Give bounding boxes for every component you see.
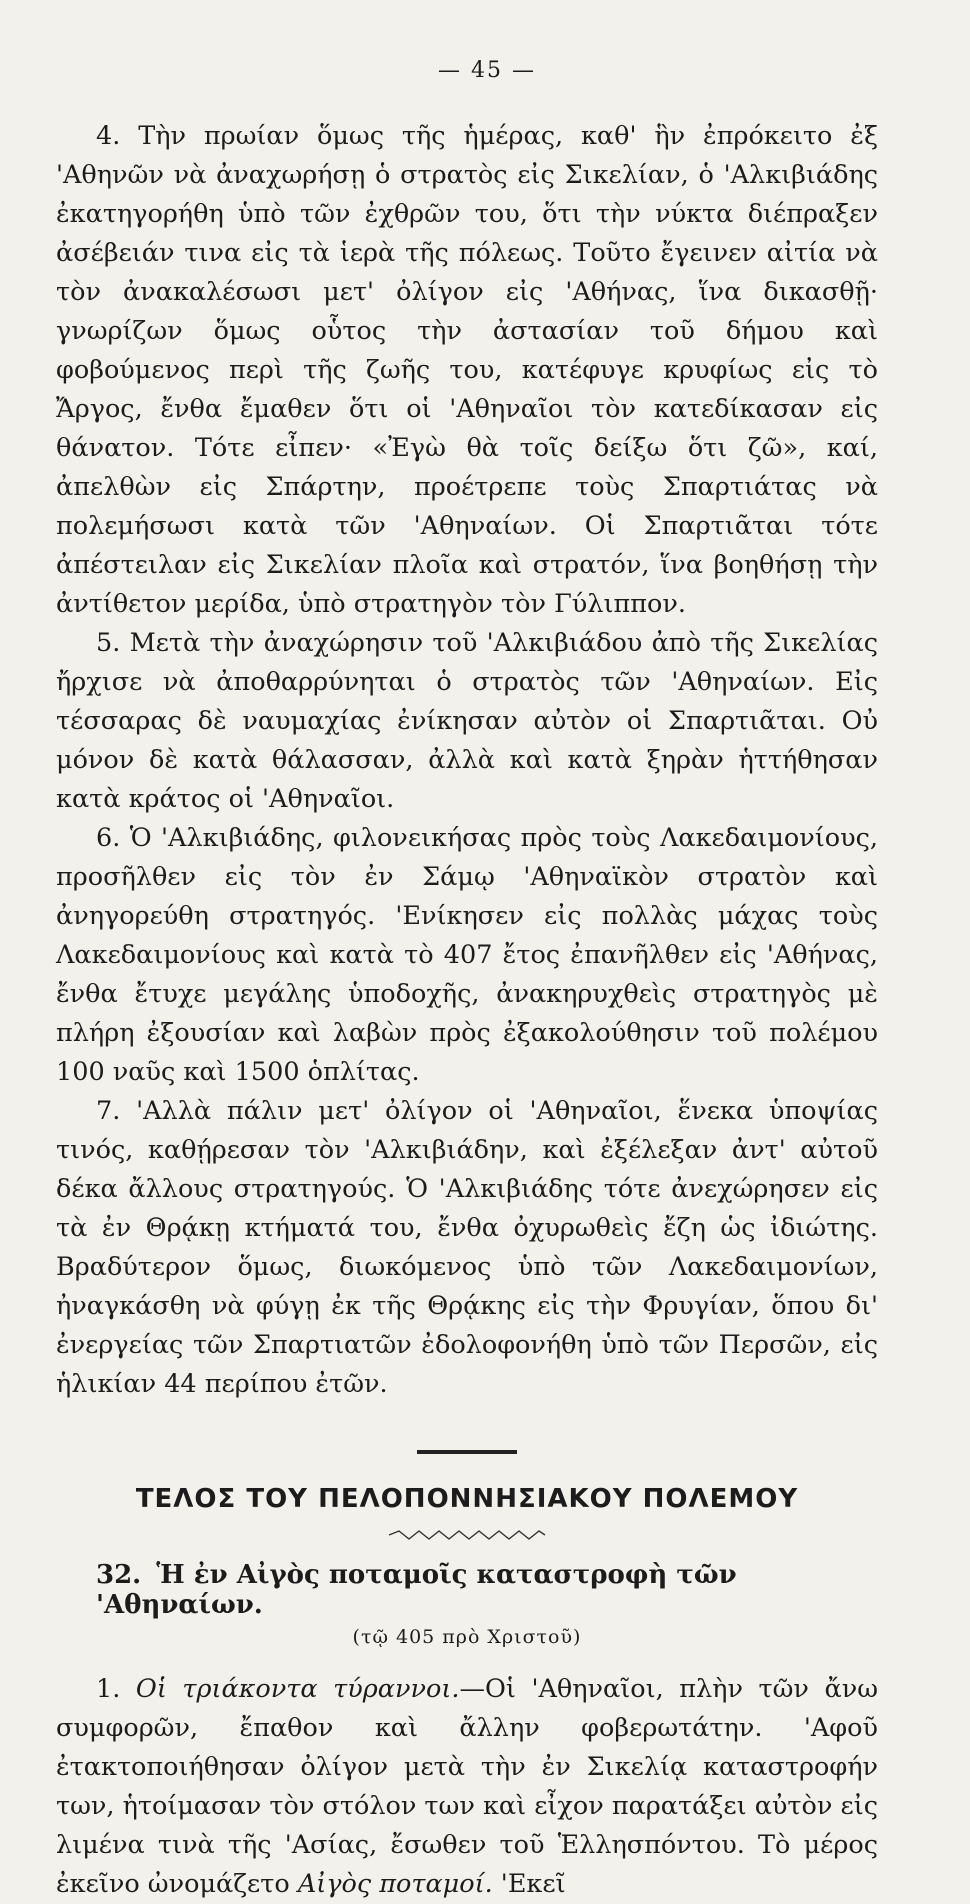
chapter-title: Ἡ ἐν Αἰγὸς ποταμοῖς καταστροφὴ τῶν 'Αθηναίων. <box>96 1560 737 1620</box>
page-number: — 45 — <box>438 58 536 83</box>
paragraph-italic-heading: Οἱ τριάκοντα τύραννοι. <box>135 1674 460 1704</box>
section-divider-rule <box>417 1450 517 1454</box>
paragraph-chapter-1 <box>56 1670 878 1904</box>
paragraph-body: —Οἱ 'Αθηναῖοι, πλὴν τῶν ἄνω συμφορῶν, ἔπαθον καὶ ἄλλην φοβερωτάτην. 'Αφοῦ ἐτακτοποιήθησαν ὀλίγον μετὰ τὴν ἐν Σικελίᾳ καταστροφήν των, ἡτοίμασαν τὸν στόλον των καὶ εἶχον παρατάξει αὐτὸν εἰς λιμένα τινὰ τῆς 'Ασίας, ἔσωθεν τοῦ Ἑλλησπόντου. Τὸ μέρος ἐκεῖνο ὠνομάζετο <box>56 1674 878 1899</box>
paragraph-7: 7. 'Αλλὰ πάλιν μετ' ὀλίγον οἱ 'Αθηναῖοι, ἕνεκα ὑποψίας τινός, καθῄρεσαν τὸν 'Αλκιβιάδην, καὶ ἐξέλεξαν ἀντ' αὐτοῦ δέκα ἄλλους στρατηγούς. Ὁ 'Αλκιβιάδης τότε ἀνεχώρησεν εἰς τὰ ἐν Θρᾴκῃ κτήματά του, ἔνθα ὀχυρωθεὶς ἔζη ὡς ἰδιώτης. Βραδύτερον ὅμως, διωκόμενος ὑπὸ τῶν Λακεδαιμονίων, ἠναγκάσθη νὰ φύγῃ ἐκ τῆς Θρᾴκης εἰς τὴν Φρυγίαν, ὅπου δι' ἐνεργείας τῶν Σπαρτιατῶν ἐδολοφονήθη ὑπὸ τῶν Περσῶν, εἰς ἡλικίαν 44 περίπου ἐτῶν. <box>56 1096 878 1399</box>
place-name: Αἰγὸς ποταμοί. <box>297 1869 493 1899</box>
chapter-date: (τῷ 405 πρὸ Χριστοῦ) <box>352 1626 582 1648</box>
chapter-heading <box>96 1560 878 1620</box>
paragraph-5: 5. Μετὰ τὴν ἀναχώρησιν τοῦ 'Αλκιβιάδου ἀπὸ τῆς Σικελίας ἤρχισε νὰ ἀποθαρρύνηται ὁ στρατὸς τῶν 'Αθηναίων. Εἰς τέσσαρας δὲ ναυμαχίας ἐνίκησαν αὐτὸν οἱ Σπαρτιᾶται. Οὐ μόνον δὲ κατὰ θάλασσαν, ἀλλὰ καὶ κατὰ ξηρὰν ἡττήθησαν κατὰ κράτος οἱ 'Αθηναῖοι. <box>56 628 878 814</box>
paragraph-tail: 'Εκεῖ <box>492 1869 566 1899</box>
book-page <box>56 58 878 1899</box>
paragraph-6: 6. Ὁ 'Αλκιβιάδης, φιλονεικήσας πρὸς τοὺς Λακεδαιμονίους, προσῆλθεν εἰς τὸν ἐν Σάμῳ 'Αθηναϊκὸν στρατὸν καὶ ἀνηγορεύθη στρατηγός. 'Ενίκησεν εἰς πολλὰς μάχας τοὺς Λακεδαιμονίους καὶ κατὰ τὸ 407 ἔτος ἐπανῆλθεν εἰς 'Αθήνας, ἔνθα ἔτυχε μεγάλης ὑποδοχῆς, ἀνακηρυχθεὶς στρατηγὸς μὲ πλήρη ἐξουσίαν καὶ λαβὼν πρὸς ἐξακολούθησιν τοῦ πολέμου 100 ναῦς καὶ 1500 ὁπλίτας. <box>56 823 878 1087</box>
section-end-title: ΤΕΛΟΣ ΤΟΥ ΠΕΛΟΠΟΝΝΗΣΙΑΚΟΥ ΠΟΛΕΜΟΥ <box>135 1484 799 1514</box>
decorative-squiggle <box>387 1528 547 1542</box>
paragraph-4: 4. Τὴν πρωίαν ὅμως τῆς ἡμέρας, καθ' ἣν ἐπρόκειτο ἐξ 'Αθηνῶν νὰ ἀναχωρήσῃ ὁ στρατὸς εἰς Σικελίαν, ὁ 'Αλκιβιάδης ἐκατηγορήθη ὑπὸ τῶν ἐχθρῶν του, ὅτι τὴν νύκτα διέπραξεν ἀσέβειάν τινα εἰς τὰ ἱερὰ τῆς πόλεως. Τοῦτο ἔγεινεν αἰτία νὰ τὸν ἀνακαλέσωσι μετ' ὀλίγον εἰς 'Αθήνας, ἵνα δικασθῇ· γνωρίζων ὅμως οὗτος τὴν ἀστασίαν τοῦ δήμου καὶ φοβούμενος περὶ τῆς ζωῆς του, κατέφυγε κρυφίως εἰς τὸ Ἄργος, ἔνθα ἔμαθεν ὅτι οἱ 'Αθηναῖοι τὸν κατεδίκασαν εἰς θάνατον. Τότε εἶπεν· «Ἐγὼ θὰ τοῖς δείξω ὅτι ζῶ», καί, ἀπελθὼν εἰς Σπάρτην, προέτρεπε τοὺς Σπαρτιάτας νὰ πολεμήσωσι κατὰ τῶν 'Αθηναίων. Οἱ Σπαρτιᾶται τότε ἀπέστειλαν εἰς Σικελίαν πλοῖα καὶ στρατόν, ἵνα βοηθήσῃ τὴν ἀντίθετον μερίδα, ὑπὸ στρατηγὸν τὸν Γύλιππον. <box>56 121 878 619</box>
paragraph-number: 1. <box>96 1674 121 1704</box>
chapter-number: 32. <box>96 1560 142 1590</box>
